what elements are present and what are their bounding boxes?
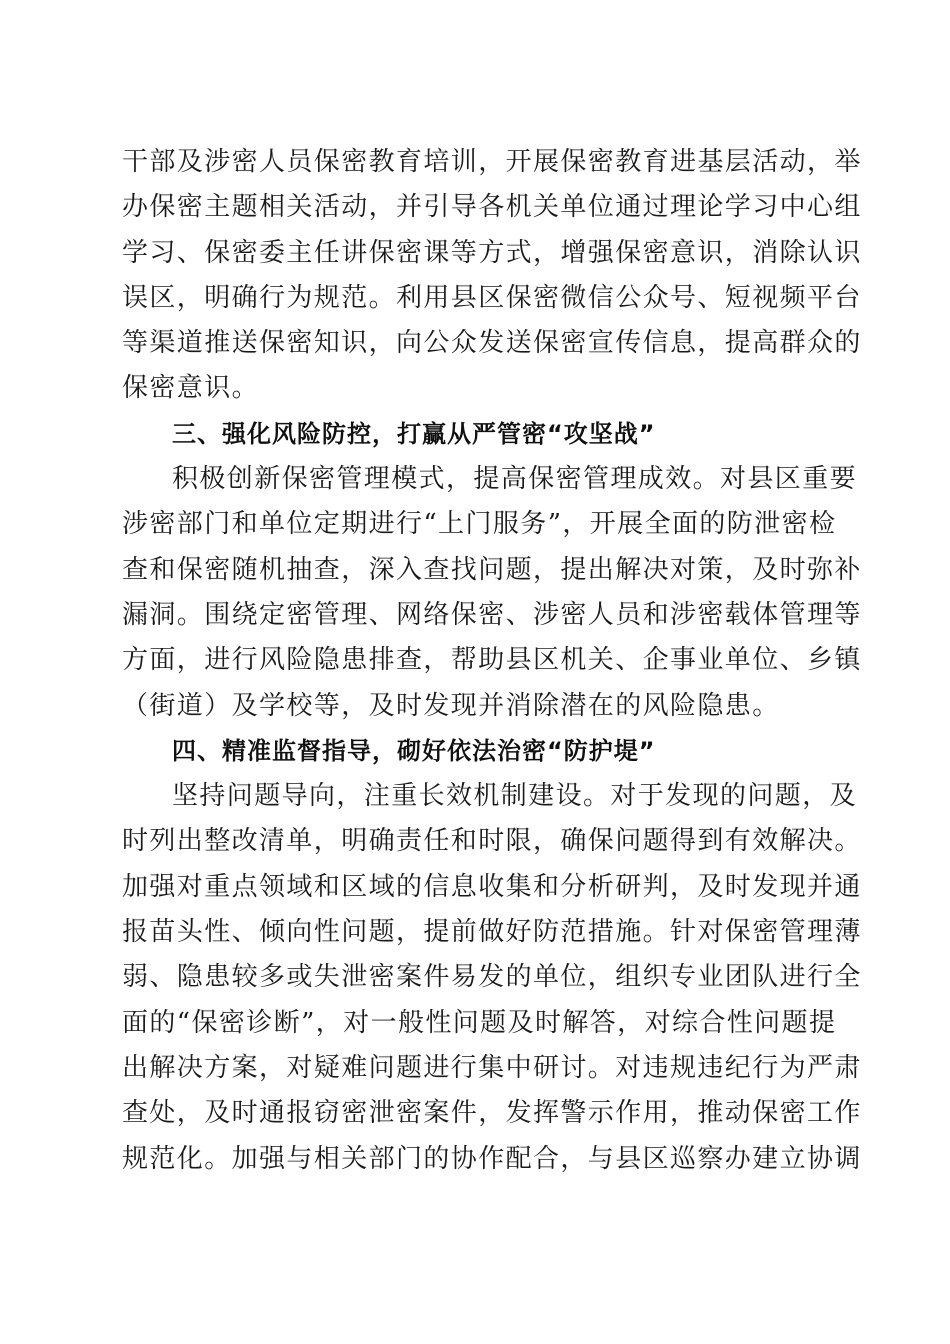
- text-line: （街道）及学校等，及时发现并消除潜在的风险隐患。: [122, 690, 780, 721]
- text-line: 报苗头性、倾向性问题，提前做好防范措施。针对保密管理薄: [122, 917, 862, 948]
- text-line: 学习、保密委主任讲保密课等方式，增强保密意识，消除认识: [122, 237, 862, 268]
- text-line: 漏洞。围绕定密管理、网络保密、涉密人员和涉密载体管理等: [122, 599, 862, 630]
- text-line: 误区，明确行为规范。利用县区保密微信公众号、短视频平台: [122, 282, 862, 313]
- text-line: 查处，及时通报窃密泄密案件，发挥警示作用，推动保密工作: [122, 1098, 862, 1129]
- text-line: 查和保密随机抽查，深入查找问题，提出解决对策，及时弥补: [122, 554, 862, 585]
- text-line: 办保密主题相关活动，并引导各机关单位通过理论学习中心组: [122, 192, 862, 223]
- text-line: 规范化。加强与相关部门的协作配合，与县区巡察办建立协调: [122, 1143, 862, 1174]
- paragraph-education: [122, 140, 862, 412]
- text-line: 面的“保密诊断”，对一般性问题及时解答，对综合性问题提: [122, 1007, 837, 1038]
- text-line: 保密意识。: [122, 373, 260, 404]
- text-line: 时列出整改清单，明确责任和时限，确保问题得到有效解决。: [122, 826, 862, 857]
- section-heading-3: 三、强化风险防控，打赢从严管密“攻坚战”: [172, 419, 656, 448]
- text-line: 方面，进行风险隐患排查，帮助县区机关、企事业单位、乡镇: [122, 645, 862, 676]
- paragraph-supervision: [122, 774, 862, 1182]
- paragraph-risk-control: [122, 457, 862, 729]
- text-line: 涉密部门和单位定期进行“上门服务”，开展全面的防泄密检: [122, 509, 837, 540]
- text-line: 出解决方案，对疑难问题进行集中研讨。对违规违纪行为严肃: [122, 1052, 862, 1083]
- text-line: 弱、隐患较多或失泄密案件易发的单位，组织专业团队进行全: [122, 962, 862, 993]
- text-line: 积极创新保密管理模式，提高保密管理成效。对县区重要: [172, 464, 858, 495]
- document-body: [122, 140, 862, 1182]
- text-line: 加强对重点领域和区域的信息收集和分析研判，及时发现并通: [122, 871, 862, 902]
- text-line: 等渠道推送保密知识，向公众发送保密宣传信息，提高群众的: [122, 328, 862, 359]
- section-heading-4: 四、精准监督指导，砌好依法治密“防护堤”: [172, 736, 656, 765]
- text-line: 干部及涉密人员保密教育培训，开展保密教育进基层活动，举: [122, 147, 862, 177]
- text-line: 坚持问题导向，注重长效机制建设。对于发现的问题，及: [172, 781, 858, 812]
